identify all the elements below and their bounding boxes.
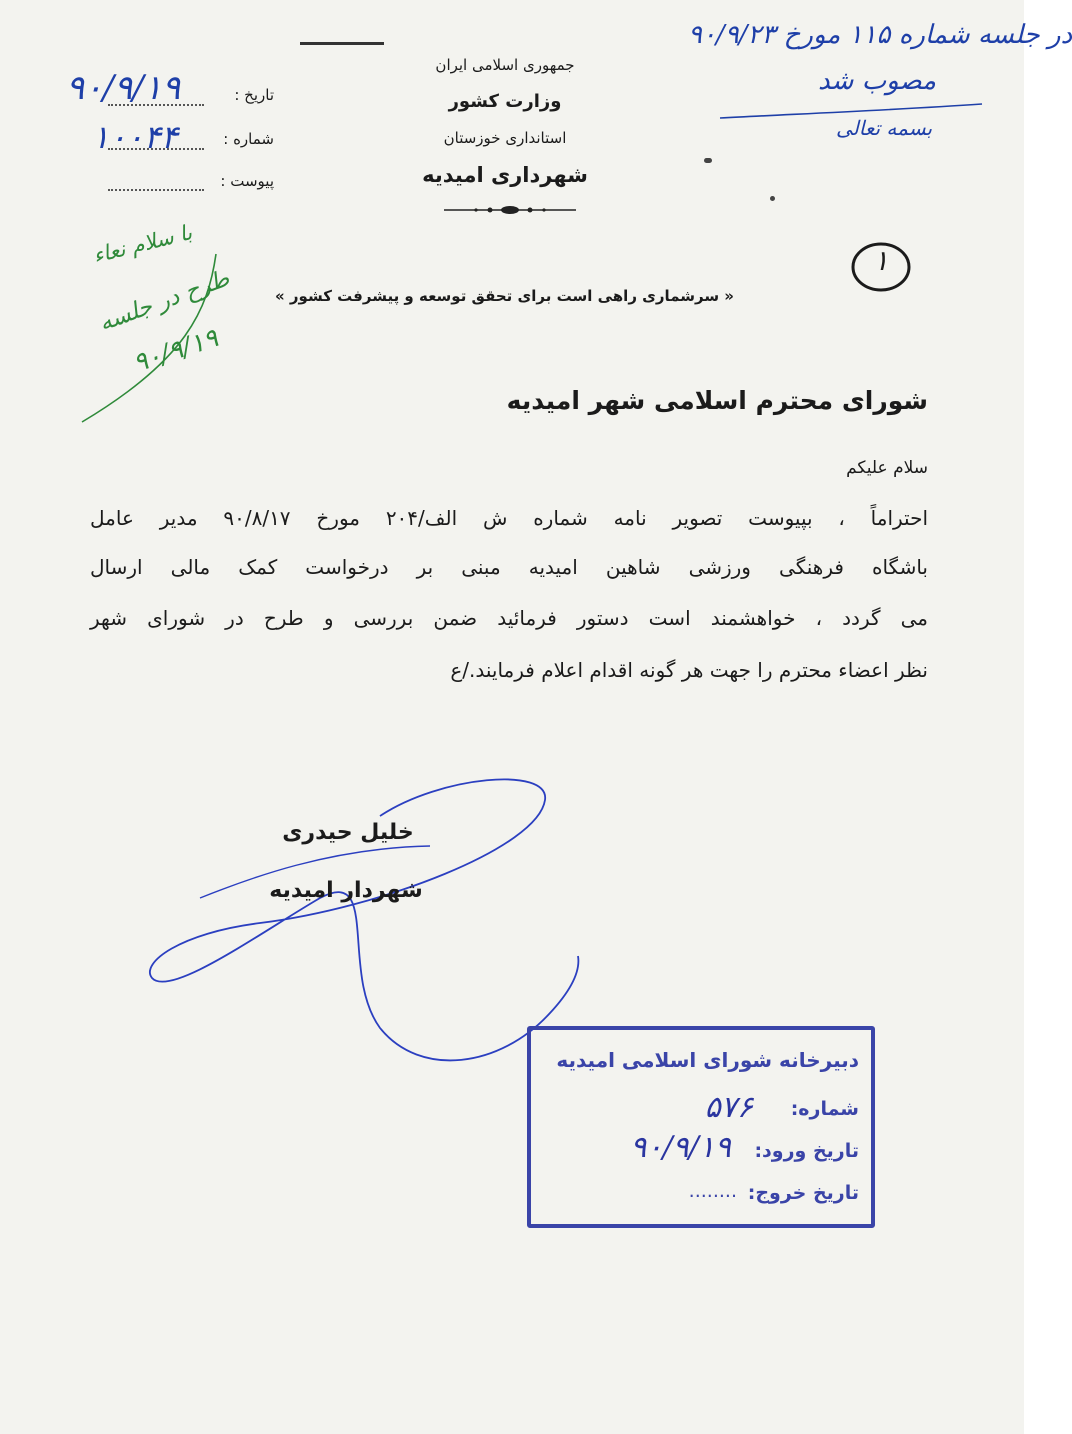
stamp-number-value: ۵۷۶ xyxy=(704,1090,753,1125)
letterhead-country: جمهوری اسلامی ایران xyxy=(435,56,575,74)
number-label: شماره : xyxy=(223,130,274,148)
recipient: شورای محترم اسلامی شهر امیدیه xyxy=(506,386,928,415)
stamp-entry-label: تاریخ ورود: xyxy=(754,1140,859,1162)
greeting: سلام علیکم xyxy=(846,458,928,478)
date-value: ۹۰/۹/۱۹ xyxy=(66,68,181,108)
signatory-name: خلیل حیدری xyxy=(282,820,414,845)
ornament-divider xyxy=(440,203,580,217)
green-note-date: ۹۰/۹/۱۹ xyxy=(129,323,222,379)
letterhead-province: استانداری خوزستان xyxy=(443,129,567,147)
attachment-label: پیوست : xyxy=(220,172,274,190)
number-value: ۱۰۰۴۴ xyxy=(92,118,178,156)
signatory-title: شهردار امیدیه xyxy=(269,878,423,903)
date-label: تاریخ : xyxy=(234,86,274,104)
council-session-note: در جلسه شماره ۱۱۵ مورخ ۹۰/۹/۲۳ xyxy=(688,20,1072,50)
scan-mark xyxy=(704,158,712,163)
bismillah-note: بسمه تعالی xyxy=(836,116,933,140)
slogan: « سرشماری راهی است برای تحقق توسعه و پیشرفت کشور » xyxy=(275,287,734,305)
stamp-title: دبیرخانه شورای اسلامی امیدیه xyxy=(556,1048,859,1072)
letterhead-municipality: شهرداری امیدیه xyxy=(422,163,588,187)
signature-scribble xyxy=(140,758,590,1078)
stamp-number-label: شماره: xyxy=(790,1098,859,1120)
stamp-exit-value: ........ xyxy=(688,1180,737,1202)
green-note-stroke xyxy=(76,250,226,430)
letterhead-ministry: وزارت کشور xyxy=(448,91,562,112)
attachment-dots xyxy=(108,188,204,191)
scan-mark xyxy=(770,196,775,201)
secretariat-stamp xyxy=(527,1026,875,1228)
letterhead xyxy=(390,56,620,187)
circled-number: ۱ xyxy=(873,244,889,277)
approved-note: مصوب شد xyxy=(818,66,937,96)
scan-mark xyxy=(300,42,384,45)
stamp-entry-value: ۹۰/۹/۱۹ xyxy=(630,1130,731,1165)
body-line-3: می گردد ، خواهشمند است دستور فرمائید ضمن بررسی و طرح در شورای شهر xyxy=(90,606,928,630)
green-note-line2: طرح در جلسه xyxy=(95,265,233,337)
body-line-2: باشگاه فرهنگی ورزشی شاهین امیدیه مبنی بر درخواست کمک مالی ارسال xyxy=(90,555,928,579)
body-line-4: نظر اعضاء محترم را جهت هر گونه اقدام اعلام فرمایند./ع xyxy=(450,658,928,682)
stamp-exit-label: تاریخ خروج: xyxy=(747,1182,859,1204)
body-line-1: احتراماً ، بپیوست تصویر نامه شماره ش الف/۲۰۴ مورخ ۹۰/۸/۱۷ مدیر عامل xyxy=(90,506,928,530)
green-note-line1: با سلام نعاء xyxy=(90,220,195,268)
